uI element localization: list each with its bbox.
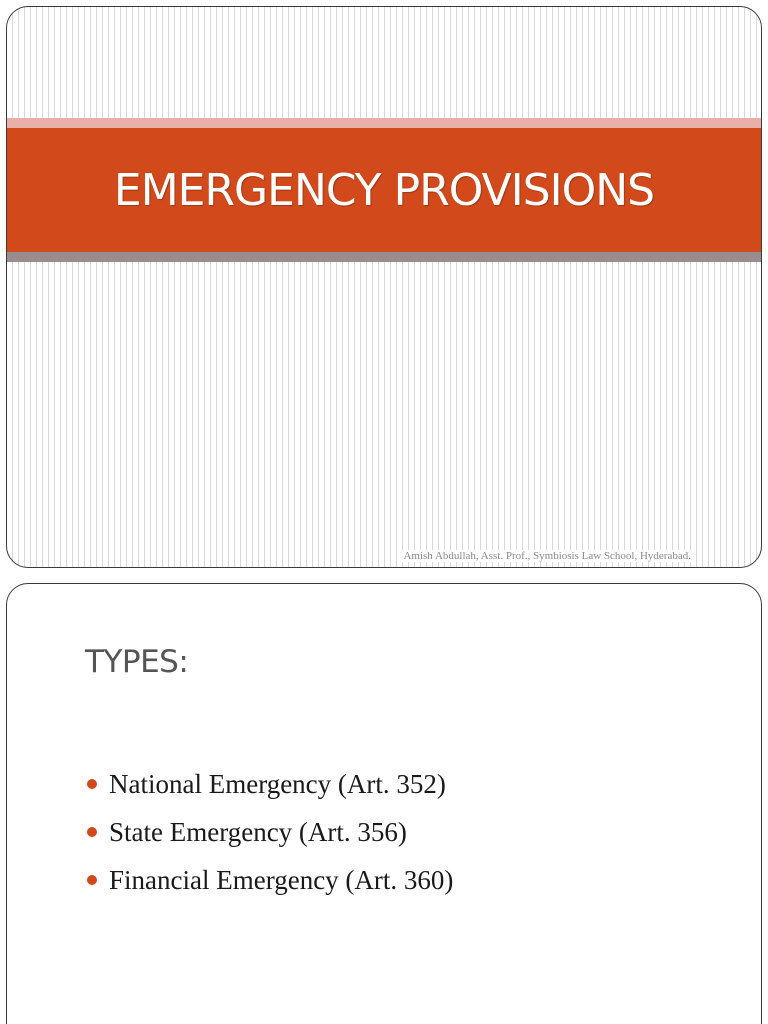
bullet-dot-icon <box>87 827 97 837</box>
title-band-bottom-stripe <box>7 252 761 262</box>
title-band-top-stripe <box>7 118 761 128</box>
types-heading: TYPES: <box>85 644 189 680</box>
bullet-list <box>87 760 453 904</box>
bullet-text: Financial Emergency (Art. 360) <box>109 864 454 895</box>
bullet-item-state <box>87 808 453 856</box>
types-slide <box>6 583 762 1024</box>
bullet-text: National Emergency (Art. 352) <box>109 768 446 799</box>
title-band <box>7 128 761 252</box>
author-credit: Amish Abdullah, Asst. Prof., Symbiosis Law School, Hyderabad. <box>403 550 691 562</box>
bullet-text: State Emergency (Art. 356) <box>109 816 407 847</box>
title-slide <box>6 6 762 568</box>
bullet-item-financial <box>87 856 453 904</box>
slide-title: EMERGENCY PROVISIONS <box>113 164 655 216</box>
bullet-dot-icon <box>87 779 97 789</box>
bullet-item-national <box>87 760 453 808</box>
bullet-dot-icon <box>87 875 97 885</box>
